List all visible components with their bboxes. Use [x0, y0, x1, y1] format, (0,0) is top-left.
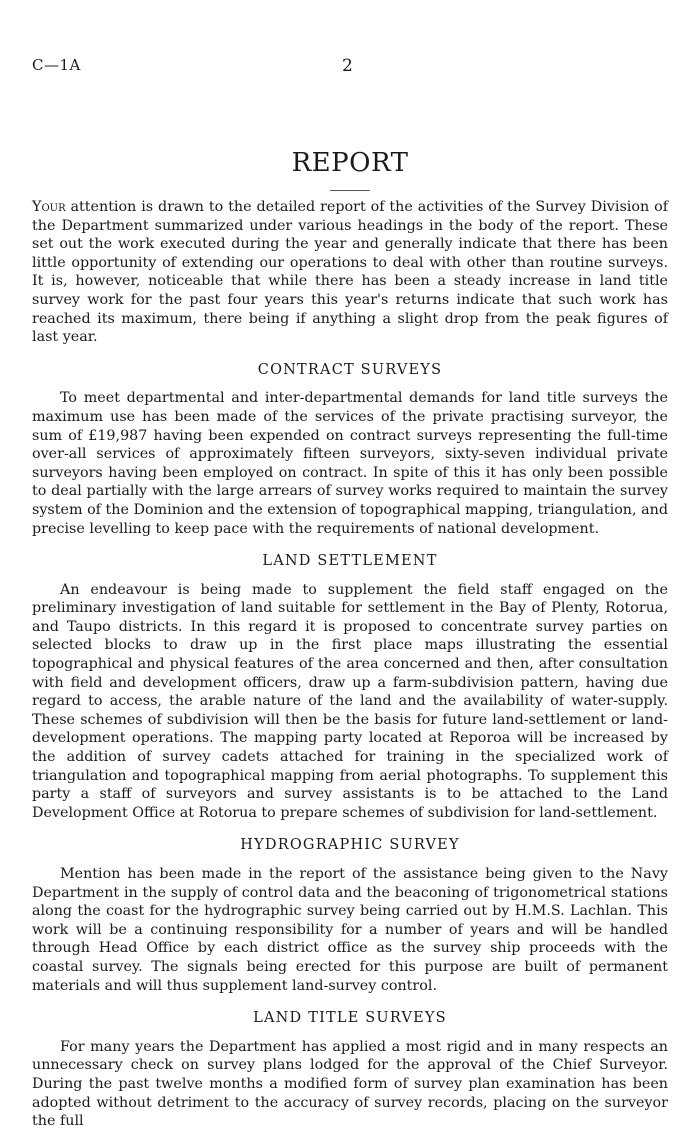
intro-paragraph [32, 198, 668, 347]
hydrographic-survey-paragraph: Mention has been made in the report of the assistance being given to the Navy Department in the supply of control data and the beaconing of trigonometrical stations along the coast for the hydrographic survey being carried out by H.M.S. Lachlan. This work will be a continuing responsibility for a number of years and will be handled through Head Office by each district office as the survey ship proceeds with the coastal survey. The signals being erected for this purpose are built of permanent materials and will thus supplement land-survey control. [32, 866, 668, 994]
section-heading-hydrographic-survey: HYDROGRAPHIC SURVEY [240, 837, 460, 854]
report-title: REPORT [291, 148, 409, 178]
section-heading-contract-surveys: CONTRACT SURVEYS [257, 361, 443, 378]
report-body [32, 198, 668, 1131]
page-number: 2 [342, 56, 353, 76]
contract-surveys-paragraph: To meet departmental and inter-departmental demands for land title surveys the maximum use has been made of the services of the private practising surveyor, the sum of £19,987 having been expended on contract surveys representing the full-time over-all services of approximately fifteen surveyors, sixty-seven individual private surveyors having been employed on contract. In spite of this it has only been possible to deal partially with the large arrears of survey works required to maintain the survey system of the Dominion and the extension of topographical mapping, triangulation, and precise levelling to keep pace with the requirements of national development. [32, 390, 668, 537]
title-divider [330, 190, 370, 191]
section-heading-land-settlement: LAND SETTLEMENT [262, 553, 438, 570]
intro-text: attention is drawn to the detailed report of the activities of the Survey Division of the Department summarized under various headings in the body of the report. These set out the work executed during the year and generally indicate that there has been little opportunity of extending our operations to deal with other than routine surveys. It is, however, noticeable that while there has been a steady increase in land title survey work for the past four years this year's returns indicate that such work has reached its maximum, there being if anything a slight drop from the peak figures of last year. [32, 199, 668, 346]
intro-lead-word: Your [32, 199, 66, 215]
section-heading-land-title-surveys: LAND TITLE SURVEYS [253, 1010, 447, 1027]
page-header [32, 56, 668, 80]
document-reference: C—1A [32, 56, 81, 74]
land-settlement-paragraph: An endeavour is being made to supplement the field staff engaged on the preliminary investigation of land suitable for settlement in the Bay of Plenty, Rotorua, and Taupo districts. In this regard it is proposed to concentrate survey parties on selected blocks to draw up in the first place maps illustrating the essential topographical and physical features of the area concerned and then, after consultation with field and development officers, draw up a farm-subdivision pattern, having due regard to access, the arable nature of the land and the availability of water-supply. These schemes of subdivision will then be the basis for future land-settlement or land-development operations. The mapping party located at Reporoa will be increased by the addition of survey cadets attached for training in the specialized work of triangulation and topographical mapping from aerial photographs. To supplement this party a staff of surveyors and survey assistants is to be attached to the Land Development Office at Rotorua to prepare schemes of subdivision for land-settlement. [32, 581, 668, 821]
land-title-surveys-paragraph: For many years the Department has applied a most rigid and in many respects an unnecessary check on survey plans lodged for the approval of the Chief Surveyor. During the past twelve months a modified form of survey plan examination has been adopted without detriment to the accuracy of survey records, placing on the surveyor the full [32, 1038, 668, 1130]
